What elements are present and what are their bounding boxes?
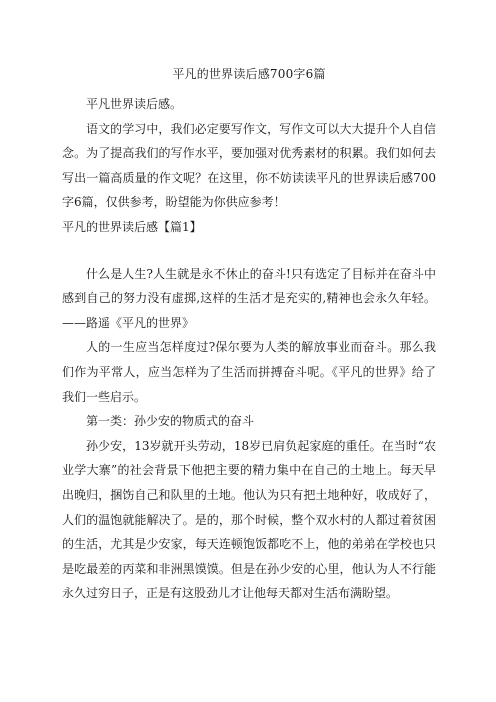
section-spacer bbox=[62, 240, 436, 262]
body-paragraph-question: 人的一生应当怎样度过?保尔要为人类的解放事业而奋斗。那么我们作为平常人，应当怎样为了生活而拼搏奋斗呢。《平凡的世界》给了我们一些启示。 bbox=[62, 340, 436, 404]
body-subheading: 第一类：孙少安的物质式的奋斗 bbox=[86, 414, 255, 429]
body-paragraph-shaoan: 孙少安，13岁就开头劳动，18岁已肩负起家庭的重任。在当时“农业学大寨”的社会背景下他把主要的精力集中在自己的土地上。每天早出晚归，捆饬自己和队里的土地。他认为只有把土地种好，收成好了，人们的温饱就能解决了。是的，那个时候，整个双水村的人都过着贫困的生活，尤其是少安家，每天连顿饱饭都吃不上，他的弟弟在学校也只是吃最差的丙菜和非洲黑馍馍。但是在孙少安的心里，他认为人不行能永久过穷日子，正是有这股劲儿才让他每天都对生活布满盼望。 bbox=[62, 438, 436, 601]
section-heading: 平凡的世界读后感【篇1】 bbox=[62, 219, 202, 234]
document-title: 平凡的世界读后感700字6篇 bbox=[172, 67, 326, 81]
body-paragraph-quote: 什么是人生?人生就是永不休止的奋斗!只有选定了目标并在奋斗中感到自己的努力没有虚掷,这样的生活才是充实的,精神也会永久年轻。——路遥《平凡的世界》 bbox=[62, 266, 436, 330]
intro-paragraph: 语文的学习中，我们必定要写作文，写作文可以大大提升个人自信念。为了提高我们的写作水平，要加强对优秀素材的积累。我们如何去写出一篇高质量的作文呢？在这里，你不妨读读平凡的世界读后感700字6篇，仅供参考，盼望能为你供应参考！ bbox=[62, 121, 436, 210]
intro-line: 平凡世界读后感。 bbox=[86, 97, 183, 111]
